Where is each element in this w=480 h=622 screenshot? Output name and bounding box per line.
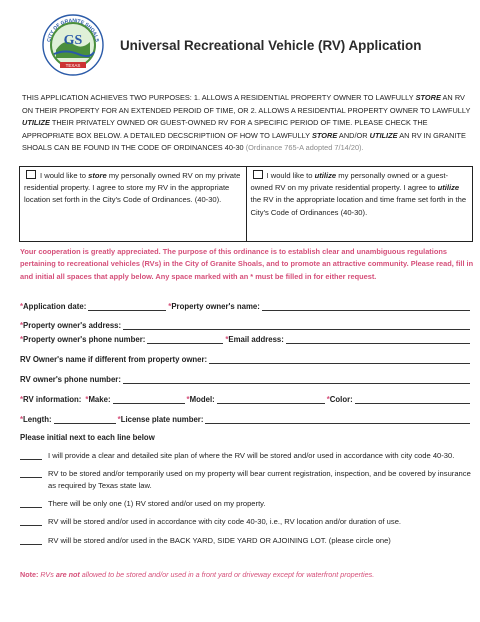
rv-owner-phone-label: RV owner's phone number: (20, 375, 121, 384)
license-plate-field[interactable] (205, 415, 470, 424)
rv-owner-name-field[interactable] (209, 355, 470, 364)
row-phone-email: *Property owner's phone number: *Email address: (20, 335, 472, 344)
model-field[interactable] (217, 395, 325, 404)
initial-item: I will provide a clear and detailed site plan of where the RV will be stored and/or used in accordance with city code 40-30. (20, 450, 472, 463)
license-plate-label: License plate number: (120, 415, 204, 424)
utilize-option: I would like to utilize my personally owned or a guest-owned RV on my private residential property. I agree to utilize the RV in the appropriate location and time frame set forth in the City's Code of Ordinances (40-30). (246, 167, 473, 241)
initial-heading: Please initial next to each line below (20, 433, 155, 442)
row-length-plate: *Length: *License plate number: (20, 415, 472, 424)
initial-blank[interactable] (20, 498, 42, 508)
model-label: Model: (189, 395, 215, 404)
initial-item: RV will be stored and/or used in the BACK YARD, SIDE YARD OR AJOINING LOT. (please circle one) (20, 535, 472, 548)
row-rv-owner-phone (20, 375, 472, 384)
initial-item: RV to be stored and/or temporarily used on my property will bear current registration, inspection, and be covered by insurance as required by Texas state law. (20, 468, 472, 493)
row-rv-info: *RV information: *Make: *Model: *Color: (20, 395, 472, 404)
owner-name-field[interactable] (262, 302, 470, 311)
owner-phone-field[interactable] (147, 335, 223, 344)
intro-paragraph: THIS APPLICATION ACHIEVES TWO PURPOSES: 1. ALLOWS A RESIDENTIAL PROPERTY OWNER TO LAWFULLY STORE AN RV ON THEIR PROPERTY FOR AN EXTENDED PEROID OF TIME, OR 2. ALLOWS A RESIDENTIAL PROPERTY OWNER TO LAWFULLY UTILIZE THEIR PRIVATELY OWNED OR GUEST-OWNED RV FOR A SPECIFIC PERIOD OF TIME. PLEASE CHECK THE APPROPRIATE BOX BELOW. A DETAILED DECSCRIPTIION OF HOW TO LAWFULLY STORE AND/OR UTILIZE AN RV IN GRANITE SHOALS CAN BE FOUND IN THE CODE OF ORDINANCES 40-30 (Ordinance 765-A adopted 7/14/20). (22, 93, 471, 153)
owner-address-field[interactable] (123, 321, 470, 330)
initial-blank[interactable] (20, 516, 42, 526)
initial-item: There will be only one (1) RV stored and/or used on my property. (20, 498, 472, 511)
store-option: I would like to store my personally owned RV on my private residential property. I agree to store my RV in the appropriate location set forth in the City's Code of Ordinances. (40-30). (24, 171, 241, 205)
color-label: Color: (329, 395, 353, 404)
request-type-options (19, 166, 473, 242)
initial-item: RV will be stored and/or used in accordance with city code 40-30, i.e., RV location and/or duration of use. (20, 516, 472, 529)
rv-owner-name-label: RV Owner's name if different from property owner: (20, 355, 208, 364)
row-address: *Property owner's address: (20, 321, 472, 330)
svg-text:TEXAS: TEXAS (65, 63, 81, 68)
row-date-owner: *Application date: *Property owner's name: (20, 302, 472, 311)
length-field[interactable] (54, 415, 116, 424)
owner-address-label: Property owner's address: (23, 321, 122, 330)
utilize-checkbox[interactable] (253, 170, 263, 179)
length-label: Length: (23, 415, 52, 424)
initial-blank[interactable] (20, 450, 42, 460)
color-field[interactable] (355, 395, 470, 404)
initial-blank[interactable] (20, 468, 42, 478)
initial-blank[interactable] (20, 535, 42, 545)
rv-information-label: RV information: (23, 395, 82, 404)
note: Note: RVs are not allowed to be stored and/or used in a front yard or driveway except for waterfront properties. (20, 570, 375, 579)
page-title: Universal Recreational Vehicle (RV) Application (120, 38, 422, 53)
email-field[interactable] (286, 335, 470, 344)
make-field[interactable] (113, 395, 185, 404)
store-checkbox[interactable] (26, 170, 36, 179)
initial-list (20, 450, 472, 548)
make-label: Make: (88, 395, 111, 404)
application-date-field[interactable] (88, 302, 166, 311)
rv-owner-phone-field[interactable] (123, 375, 470, 384)
cooperation-statement: Your cooperation is greatly appreciated. The purpose of this ordinance is to establish clear and unambiguous regulations pertaining to recreational vehicles (RVs) in the City of Granite Shoals, and to promote an attractive community. Please read, fill in and initial all spaces that apply below. Any space marked with an * must be filled in for either request. (20, 247, 474, 281)
city-seal-logo (42, 14, 104, 76)
application-date-label: Application date: (23, 302, 87, 311)
email-label: Email address: (228, 335, 284, 344)
owner-name-label: Property owner's name: (171, 302, 260, 311)
svg-text:GS: GS (63, 33, 83, 48)
svg-text:CITY OF GRANITE SHOALS: CITY OF GRANITE SHOALS (46, 17, 100, 43)
owner-phone-label: Property owner's phone number: (23, 335, 146, 344)
row-rv-owner-name (20, 355, 472, 364)
